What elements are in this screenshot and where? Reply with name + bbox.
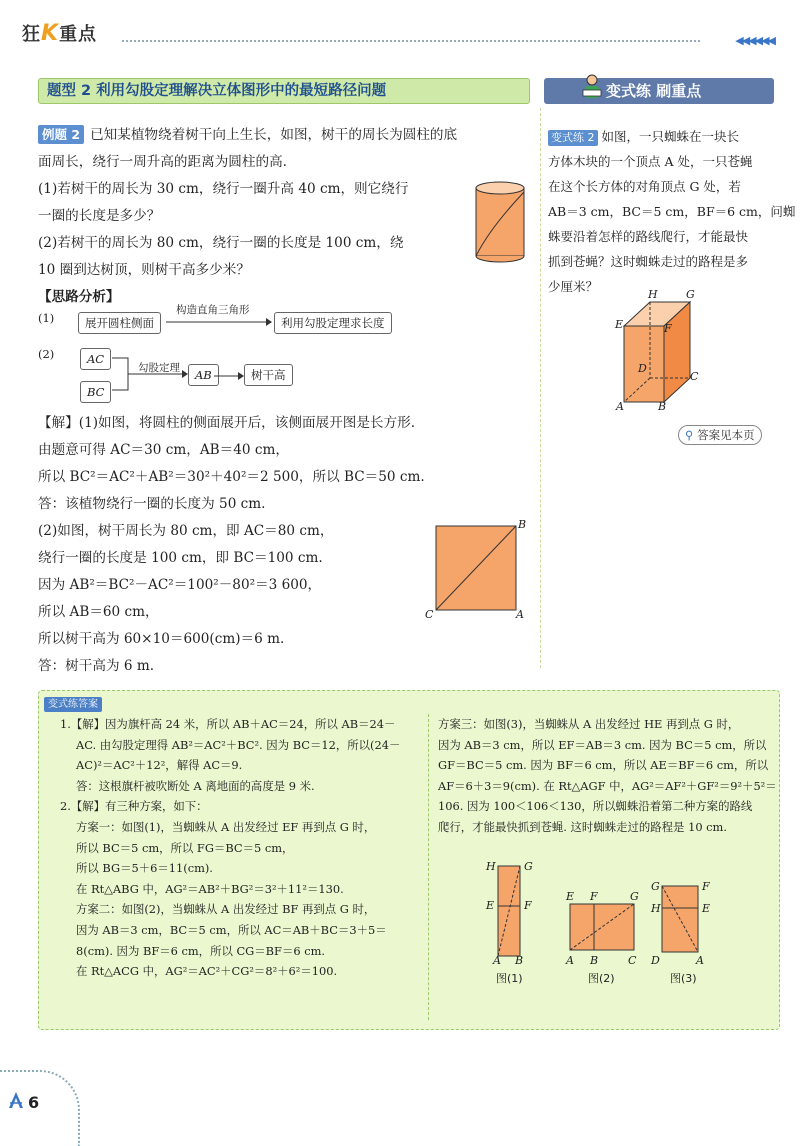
side-title-text: 变式练 刷重点 bbox=[606, 82, 702, 100]
column-divider bbox=[540, 108, 541, 668]
cuboid-label-f: F bbox=[664, 322, 672, 335]
answer-line: 因为 AB＝3 cm，所以 EF＝AB＝3 cm. 因为 BC＝5 cm，所以 bbox=[438, 737, 767, 752]
cuboid-label-d: D bbox=[638, 362, 647, 375]
logo-pre: 狂 bbox=[22, 24, 41, 45]
fig1-label-b: B bbox=[515, 954, 524, 967]
fig1-label-g: G bbox=[524, 860, 533, 873]
fig3-label-a: A bbox=[696, 954, 704, 967]
flow2-box-ac: AC bbox=[80, 348, 111, 370]
example-line: 面周长，绕行一周升高的距离为圆柱的高. bbox=[38, 154, 288, 170]
answer-line: 106. 因为 100＜106＜130，所以蜘蛛沿着第二种方案的路线 bbox=[438, 799, 753, 814]
flow1-number: (1) bbox=[38, 311, 55, 325]
section-title: 题型 2 利用勾股定理解决立体图形中的最短路径问题 bbox=[38, 78, 530, 104]
fig1-caption: 图(1) bbox=[496, 972, 523, 985]
answer-divider bbox=[428, 714, 429, 1020]
solution-line: 所以 BC²＝AC²＋AB²＝30²＋40²＝2 500，所以 BC＝50 cm. bbox=[38, 469, 425, 485]
flow2-arrow-label: 勾股定理 bbox=[138, 362, 180, 374]
solution-line: (2)如图，树干周长为 80 cm，即 AC＝80 cm， bbox=[38, 523, 334, 539]
cuboid-label-h: H bbox=[648, 288, 658, 301]
answer-line: 所以 BG＝5＋6＝11(cm). bbox=[76, 861, 213, 876]
solution-line: 答：该植物绕行一圈的长度为 50 cm. bbox=[38, 496, 266, 512]
answer-line: 在 Rt△ACG 中，AG²＝AC²＋CG²＝8²＋6²＝100. bbox=[76, 964, 338, 979]
flow2-number: (2) bbox=[38, 347, 55, 361]
answer-right-column bbox=[438, 714, 776, 838]
fig1-label-e: E bbox=[486, 899, 495, 912]
variant-line: 抓到苍蝇？这时蜘蛛走过的路程是多 bbox=[548, 254, 749, 269]
answer-line: 方案二：如图(2)，当蜘蛛从 A 出发经过 BF 再到点 G 时， bbox=[76, 902, 376, 917]
variant-line: 如图，一只蜘蛛在一块长 bbox=[601, 129, 740, 144]
logo-post: 重点 bbox=[59, 24, 98, 45]
fig3-label-d: D bbox=[651, 954, 660, 967]
brand-logo bbox=[22, 20, 97, 46]
square-label-a: A bbox=[516, 608, 524, 621]
flow2-arrow-end bbox=[214, 370, 244, 382]
header-divider bbox=[122, 40, 700, 42]
solution-line: 所以树干高为 60×10＝600(cm)＝6 m. bbox=[38, 631, 285, 647]
fig3-label-f: F bbox=[702, 880, 710, 893]
solution-line: 所以 AB＝60 cm， bbox=[38, 604, 159, 620]
variant-line: 在这个长方体的对角顶点 G 处，若 bbox=[548, 179, 741, 194]
solution-line: 因为 AB²＝BC²－AC²＝100²－80²＝3 600， bbox=[38, 577, 322, 593]
flow1-arrow-label: 构造直角三角形 bbox=[176, 304, 250, 316]
flow1-box-result: 利用勾股定理求长度 bbox=[274, 312, 392, 334]
fig2-label-c: C bbox=[628, 954, 637, 967]
example-line: (2)若树干的周长为 80 cm，绕行一圈的长度是 100 cm，绕 bbox=[38, 235, 404, 251]
analysis-title: 【思路分析】 bbox=[38, 289, 120, 305]
fig3-caption: 图(3) bbox=[670, 972, 697, 985]
example-line: 10 圈到达树顶，则树干高多少米？ bbox=[38, 262, 250, 278]
variant-line: AB＝3 cm，BC＝5 cm，BF＝6 cm，问蜘 bbox=[548, 204, 796, 219]
solution-line: 答：树干高为 6 m. bbox=[38, 658, 155, 674]
flow2-box-ab: AB bbox=[188, 364, 219, 386]
answer-figure-2 bbox=[560, 898, 640, 958]
cuboid-label-c: C bbox=[690, 370, 699, 383]
logo-k: K bbox=[41, 21, 60, 46]
answer-line: 爬行，才能最快抓到苍蝇. 这时蜘蛛走过的路程是 10 cm. bbox=[438, 819, 727, 834]
fig3-label-e: E bbox=[702, 902, 711, 915]
answer-line: 所以 BC＝5 cm，所以 FG＝BC＝5 cm， bbox=[76, 840, 294, 855]
header-arrows-icon: ◀◀◀◀◀◀ bbox=[735, 34, 774, 47]
fig2-label-b: B bbox=[590, 954, 599, 967]
fig2-label-e: E bbox=[566, 890, 575, 903]
pin-icon: ⚲ bbox=[685, 428, 698, 442]
answer-line: 方案三：如图(3)，当蜘蛛从 A 出发经过 HE 再到点 G 时， bbox=[438, 717, 740, 731]
solution-line: 由题意可得 AC＝30 cm，AB＝40 cm， bbox=[38, 442, 289, 458]
fig2-caption: 图(2) bbox=[588, 972, 615, 985]
variant-line: 方体木块的一个顶点 A 处，一只苍蝇 bbox=[548, 154, 753, 169]
fig3-label-h: H bbox=[651, 902, 661, 915]
fig1-label-a: A bbox=[493, 954, 501, 967]
answer-figure-1 bbox=[480, 858, 540, 968]
cuboid-label-e: E bbox=[615, 318, 624, 331]
example-tag: 例题 2 bbox=[38, 125, 84, 144]
answer-line: GF＝BC＝5 cm. 因为 BF＝6 cm，所以 AE＝BF＝6 cm，所以 bbox=[438, 758, 769, 773]
answer-line: AC)²＝AC²＋12²，解得 AC＝9. bbox=[76, 758, 243, 773]
answer-line: 答：这根旗杆被吹断处 A 离地面的高度是 9 米. bbox=[76, 778, 315, 793]
example-line: 一圈的长度是多少？ bbox=[38, 208, 161, 224]
answer-line: 方案一：如图(1)，当蜘蛛从 A 出发经过 EF 再到点 G 时， bbox=[76, 819, 376, 834]
example-problem bbox=[38, 122, 528, 311]
reader-figure-icon bbox=[582, 74, 602, 104]
answer-line: AC. 由勾股定理得 AB²＝AC²＋BC². 因为 BC＝12，所以(24－ bbox=[76, 737, 401, 752]
answer-location-text: 答案见本页 bbox=[697, 428, 755, 442]
variant-line: 蛛要沿着怎样的路线爬行，才能最快 bbox=[548, 229, 749, 244]
answer-line: 因为 AB＝3 cm，BC＝5 cm，所以 AC＝AB＋BC＝3＋5＝ bbox=[76, 922, 387, 937]
answer-left-column bbox=[60, 714, 426, 982]
cuboid-label-a: A bbox=[616, 400, 624, 413]
flow2-box-end: 树干高 bbox=[244, 364, 293, 386]
answer-tag: 变式练答案 bbox=[44, 697, 102, 712]
side-title bbox=[544, 78, 774, 104]
cuboid-label-g: G bbox=[686, 288, 695, 301]
variant-line: 少厘米？ bbox=[548, 279, 599, 294]
answer-location-badge bbox=[678, 425, 762, 445]
solution-line: 【解】(1)如图，将圆柱的侧面展开后，该侧面展开图是长方形. bbox=[38, 415, 416, 431]
page-number: 6 bbox=[28, 1093, 40, 1112]
flow2-box-bc: BC bbox=[80, 381, 111, 403]
solution-line: 绕行一圈的长度是 100 cm，即 BC＝100 cm. bbox=[38, 550, 323, 566]
cuboid-figure bbox=[610, 290, 700, 410]
compass-icon bbox=[6, 1090, 26, 1110]
fig2-label-a: A bbox=[566, 954, 574, 967]
fig3-label-g: G bbox=[651, 880, 660, 893]
square-label-c: C bbox=[425, 608, 434, 621]
example-line: (1)若树干的周长为 30 cm，绕行一圈升高 40 cm，则它绕行 bbox=[38, 181, 409, 197]
answer-line: 2.【解】有三种方案，如下： bbox=[60, 799, 208, 814]
variant-problem bbox=[548, 124, 796, 299]
variant-tag: 变式练 2 bbox=[548, 130, 598, 146]
answer-line: 8(cm). 因为 BF＝6 cm，所以 CG＝BF＝6 cm. bbox=[76, 943, 326, 958]
fig1-label-f: F bbox=[524, 899, 532, 912]
square-label-b: B bbox=[518, 518, 527, 531]
answer-line: 在 Rt△ABG 中，AG²＝AB²＋BG²＝3²＋11²＝130. bbox=[76, 881, 344, 896]
answer-line: 1.【解】因为旗杆高 24 米，所以 AB＋AC＝24，所以 AB＝24－ bbox=[60, 717, 396, 731]
flow1-arrow bbox=[166, 316, 272, 328]
cylinder-figure bbox=[470, 178, 530, 268]
answer-line: AF＝6＋3＝9(cm). 在 Rt△AGF 中，AG²＝AF²＋GF²＝9²＋5²＝ bbox=[438, 778, 777, 793]
fig1-label-h: H bbox=[486, 860, 496, 873]
flow1-box-unfold: 展开圆柱侧面 bbox=[78, 312, 161, 334]
example-line: 已知某植物绕着树干向上生长，如图，树干的周长为圆柱的底 bbox=[90, 127, 458, 143]
fig2-label-f: F bbox=[590, 890, 598, 903]
fig2-label-g: G bbox=[630, 890, 639, 903]
cuboid-label-b: B bbox=[658, 400, 667, 413]
